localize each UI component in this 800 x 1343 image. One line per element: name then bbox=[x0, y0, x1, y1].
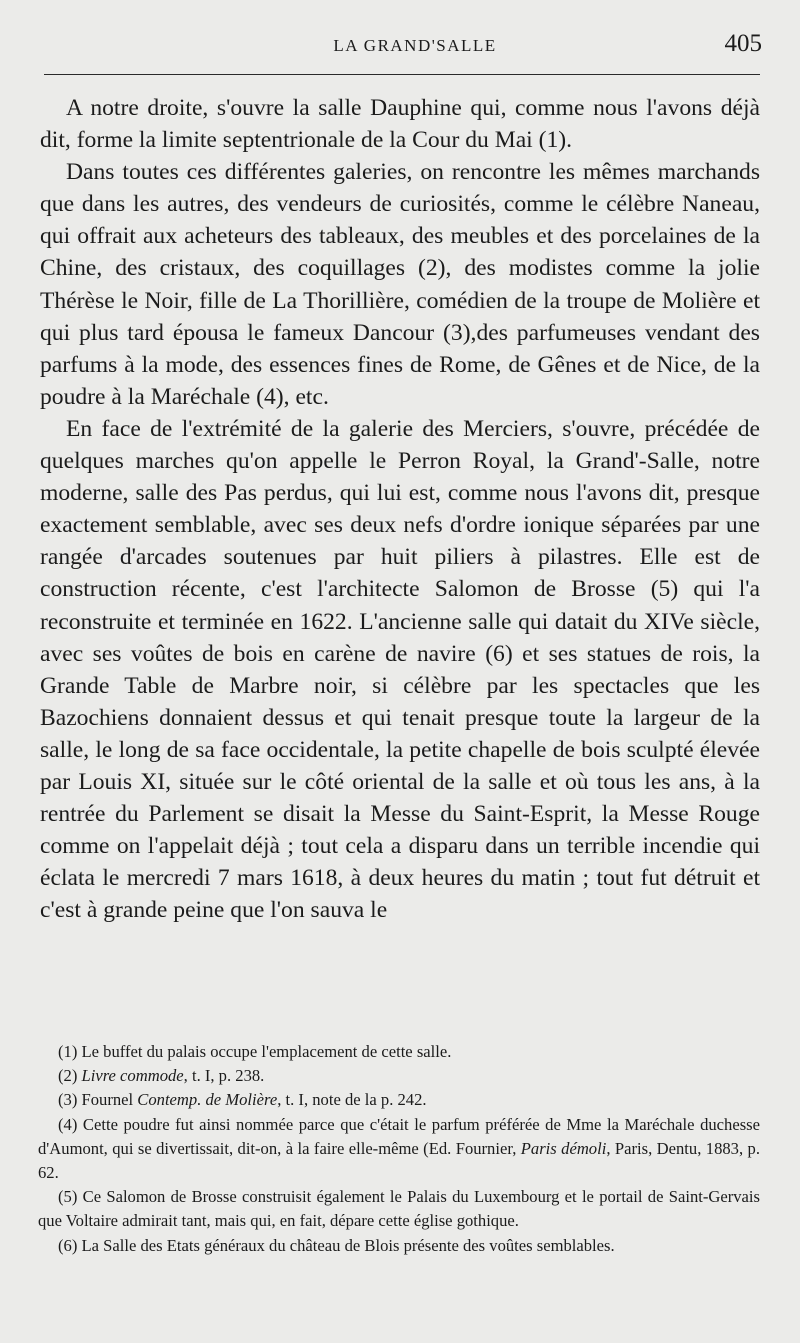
footnote-2 bbox=[38, 1064, 760, 1088]
running-head: LA GRAND'SALLE bbox=[333, 36, 497, 55]
header-rule bbox=[44, 74, 760, 75]
paragraph: Dans toutes ces différentes galeries, on rencontre les mêmes marchands que dans les autres, des vendeurs de curiosités, comme le célèbre Naneau, qui offrait aux acheteurs des tableaux, des meubles et des porcelaines de la Chine, des cristaux, des coquillages (2), des modistes comme la jolie Thérèse le Noir, fille de La Thorillière, comédien de la troupe de Molière et qui plus tard épousa le fameux Dancour (3),des parfumeuses vendant des parfums à la mode, des essences fines de Rome, de Gênes et de Nice, de la poudre à la Maréchale (4), etc. bbox=[40, 159, 760, 410]
footnote-4-suffix: , Paris, Dentu, 1883, p. 62. bbox=[38, 1138, 760, 1183]
footnote-4-prefix: (4) Cette poudre fut ainsi nommée parce que c'était le parfum préférée de Mme la Maréchale duchesse d'Aumont, qui se divertissait, dit-on, à la faire elle-même (Ed. Fournier, bbox=[38, 1114, 760, 1158]
footnote-5: (5) Ce Salomon de Brosse construisit également le Palais du Luxembourg et le portail de Saint-Gervais que Voltaire admirait tant, mais qui, en fait, dépare cette église gothique. bbox=[38, 1187, 760, 1231]
footnote-3 bbox=[38, 1088, 760, 1112]
footnote-2-title: Livre commode bbox=[81, 1066, 184, 1086]
paragraph: A notre droite, s'ouvre la salle Dauphine qui, comme nous l'avons déjà dit, forme la limite septentrionale de la Cour du Mai (1). bbox=[40, 95, 760, 154]
footnote-1: (1) Le buffet du palais occupe l'emplacement de cette salle. bbox=[58, 1042, 452, 1061]
paragraph: En face de l'extrémité de la galerie des Merciers, s'ouvre, précédée de quelques marches qu'on appelle le Perron Royal, la Grand'-Salle, notre moderne, salle des Pas perdus, qui lui est, comme nous l'avons dit, presque exactement semblable, avec ses deux nefs d'ordre ionique séparées par une rangée d'arcades soutenues par huit piliers à pilastres. Elle est de construction récente, c'est l'architecte Salomon de Brosse (5) qui l'a reconstruite et terminée en 1622. L'ancienne salle qui datait du XIVe siècle, avec ses voûtes de bois en carène de navire (6) et ses statues de rois, la Grande Table de Marbre noir, si célèbre par les spectacles que les Bazochiens donnaient dessus et qui tenait presque toute la largeur de la salle, le long de sa face occidentale, la petite chapelle de bois sculpté élevée par Louis XI, située sur le côté oriental de la salle et où tous les ans, à la rentrée du Parlement se disait la Messe du Saint-Esprit, la Messe Rouge comme on l'appelait déjà ; tout cela a disparu dans un terrible incendie qui éclata le mercredi 7 mars 1618, à deux heures du matin ; tout fut détruit et c'est à grande peine que l'on sauva le bbox=[40, 415, 760, 924]
footnote-3-title: Contemp. de Molière bbox=[137, 1090, 278, 1110]
footnote-4-title: Paris démoli bbox=[520, 1138, 607, 1158]
main-text bbox=[40, 92, 760, 926]
footnote-3-prefix: (3) Fournel bbox=[58, 1090, 138, 1110]
page-number: 405 bbox=[724, 30, 762, 57]
footnote-6: (6) La Salle des Etats généraux du château de Blois présente des voûtes semblables. bbox=[58, 1235, 615, 1255]
footnote-2-suffix: , t. I, p. 238. bbox=[183, 1066, 265, 1086]
page-header bbox=[38, 30, 762, 70]
footnotes bbox=[38, 1040, 760, 1258]
footnote-2-prefix: (2) bbox=[58, 1066, 82, 1086]
footnote-3-suffix: , t. I, note de la p. 242. bbox=[277, 1090, 427, 1110]
footnote-4 bbox=[38, 1113, 760, 1186]
